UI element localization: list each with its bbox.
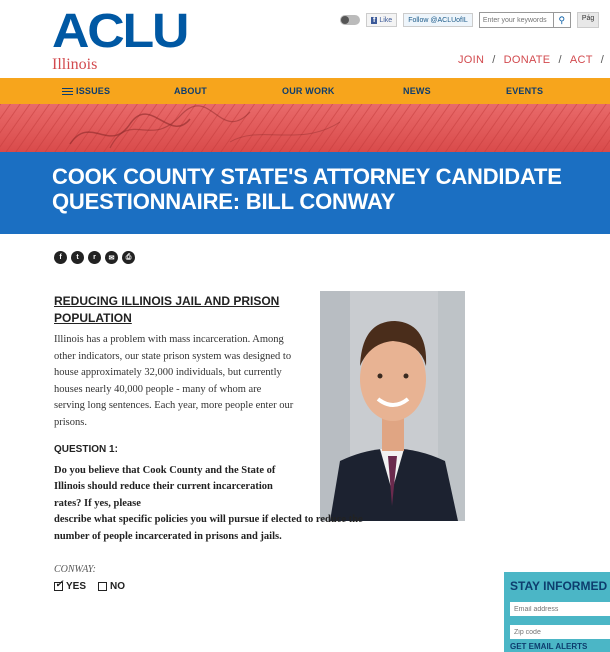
empty-box-icon xyxy=(98,582,107,591)
print-icon[interactable]: ⎙ xyxy=(122,251,135,264)
topbar xyxy=(340,12,599,28)
hero-image xyxy=(0,104,610,152)
follow-label: Follow @ACLUofIL xyxy=(408,16,468,24)
twitter-follow-button[interactable] xyxy=(403,13,473,27)
question-label: QUESTION 1: xyxy=(54,443,118,455)
stay-informed-widget xyxy=(504,572,610,652)
answer-options xyxy=(54,581,394,592)
language-button[interactable]: Pág xyxy=(577,12,599,28)
yes-label: YES xyxy=(66,580,87,592)
like-label: Like xyxy=(379,16,393,24)
hamburger-icon xyxy=(62,86,73,97)
nav-events[interactable]: EVENTS xyxy=(506,86,544,96)
site-header xyxy=(0,0,610,78)
question-text xyxy=(54,463,394,546)
separator: / xyxy=(558,54,562,66)
email-field[interactable] xyxy=(510,602,610,616)
intro-paragraph: Illinois has a problem with mass incarceration. Among other indicators, our state prison system was designed to house approximately 32,000 individuals, but currently houses nearly 40,000 people - many of whom are serving long sentences. Each year, more people enter our prisons. xyxy=(54,334,294,428)
nav-issues[interactable] xyxy=(62,86,110,97)
aclu-logo[interactable] xyxy=(52,5,188,74)
email-alerts-button[interactable]: GET EMAIL ALERTS xyxy=(510,642,588,651)
search-icon[interactable]: ⚲ xyxy=(554,12,571,28)
yes-option xyxy=(54,581,86,592)
header-links xyxy=(458,54,604,66)
no-label: NO xyxy=(110,580,126,592)
page-title-banner xyxy=(0,152,610,234)
facebook-icon: f xyxy=(373,16,376,24)
checked-box-icon xyxy=(54,582,63,591)
main-nav xyxy=(0,78,610,104)
facebook-like-button[interactable] xyxy=(366,13,397,27)
separator: / xyxy=(600,54,605,66)
nav-issues-label: ISSUES xyxy=(76,86,111,96)
search-input[interactable] xyxy=(479,12,554,28)
reddit-icon[interactable]: r xyxy=(88,251,101,264)
facebook-icon[interactable]: f xyxy=(54,251,67,264)
join-link[interactable]: JOIN xyxy=(458,54,485,66)
question-text-part1: Do you believe that Cook County and the State of Illinois should reduce their current incarceration rates? If yes, please xyxy=(54,464,276,509)
act-link[interactable]: ACT xyxy=(569,54,593,66)
constitution-script-decoration xyxy=(0,104,610,152)
no-option xyxy=(98,581,125,592)
stay-informed-title: STAY INFORMED xyxy=(510,579,608,593)
logo-sub-text: Illinois xyxy=(52,56,98,73)
donate-link[interactable]: DONATE xyxy=(503,54,551,66)
answer-label: CONWAY: xyxy=(54,563,96,575)
question-text-part2: describe what specific policies you will pursue if elected to reduce the number of people incarcerated in prisons and jails. xyxy=(54,514,363,542)
toggle-switch[interactable] xyxy=(340,15,360,25)
page-title: COOK COUNTY STATE'S ATTORNEY CANDIDATE QUESTIONNAIRE: BILL CONWAY xyxy=(52,164,562,214)
separator: / xyxy=(492,54,496,66)
logo-main-text: ACLU xyxy=(52,5,188,58)
share-bar xyxy=(54,251,135,264)
email-icon[interactable]: ✉ xyxy=(105,251,118,264)
section-heading: REDUCING ILLINOIS JAIL AND PRISON POPULATION xyxy=(54,294,280,325)
twitter-icon[interactable]: t xyxy=(71,251,84,264)
nav-about[interactable]: ABOUT xyxy=(174,86,207,96)
article-content xyxy=(54,293,394,592)
nav-our-work[interactable]: OUR WORK xyxy=(282,86,335,96)
zip-field[interactable] xyxy=(510,625,610,639)
nav-news[interactable]: NEWS xyxy=(403,86,431,96)
